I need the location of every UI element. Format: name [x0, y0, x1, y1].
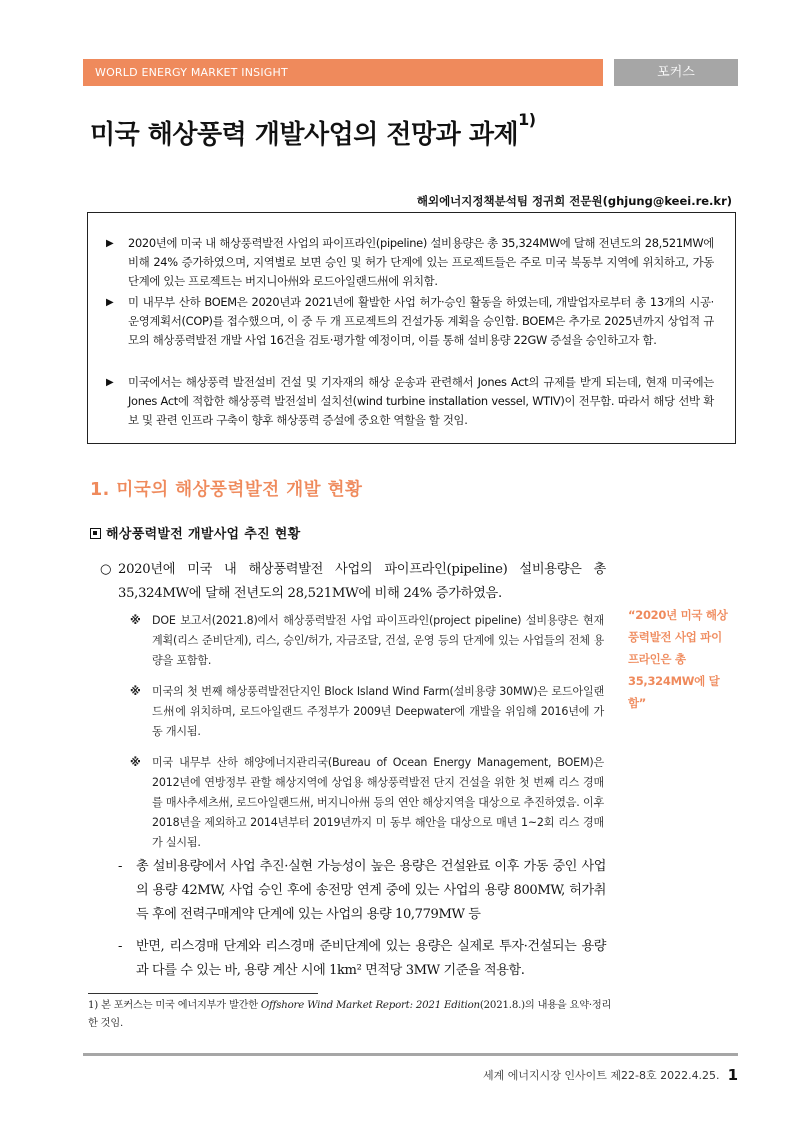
- footnote: [88, 997, 618, 1033]
- page-footer: [483, 1065, 738, 1083]
- footer-divider: [83, 1053, 738, 1056]
- footer-publication: 세계 에너지시장 인사이트 제22-8호 2022.4.25.: [482, 1069, 720, 1082]
- square-bullet-icon: [90, 528, 101, 539]
- section-title: 1. 미국의 해상풍력발전 개발 현황: [90, 480, 363, 500]
- author-line: 해외에너지정책분석팀 정귀희 전문원(ghjung@keei.re.kr): [416, 194, 732, 208]
- dash-item: [118, 855, 606, 927]
- triangle-bullet-icon: ▶: [106, 377, 114, 388]
- page-title-text: 미국 해상풍력 개발사업의 전망과 과제: [90, 120, 519, 150]
- subsection-title-text: 해상풍력발전 개발사업 추진 현황: [106, 527, 301, 542]
- footnote-divider: [88, 993, 318, 994]
- footnote-report-title: Offshore Wind Market Report: 2021 Edition: [260, 1000, 480, 1011]
- summary-item: [106, 293, 714, 350]
- summary-item: [106, 234, 714, 291]
- circle-bullet-item: [100, 558, 606, 606]
- triangle-bullet-icon: ▶: [106, 238, 114, 249]
- reference-note-text: 미국 내무부 산하 해양에너지관리국(Bureau of Ocean Energy Management, BOEM)은 2012년에 연방정부 관할 해상지역에 상업용 해상풍력발전 단지 건설을 위한 첫 번째 리스 경매를 매사추세츠州, 로드아일랜드州, 버지니아州 등의 연안 해상지역을 대상으로 추진하였음. 이후 2018년을 제외하고 2014년부터 2019년까지 미 동부 해안을 대상으로 매년 1~2회 리스 경매가 실시됨.: [152, 756, 604, 849]
- dash-item-text: 총 설비용량에서 사업 추진·실현 가능성이 높은 용량은 건설완료 이후 가동 중인 사업의 용량 42MW, 사업 승인 후에 송전망 연계 중에 있는 사업의 용량 800MW, 허가취득 후에 전력구매계약 단계에 있는 사업의 용량 10,779MW 등: [136, 859, 606, 922]
- footnote-tail: (2021.8.)의 내용을 요약·정리한 것임.: [88, 1000, 612, 1029]
- dash-item: [118, 935, 606, 983]
- header-category-label: 포커스: [657, 65, 695, 80]
- dash-bullet-icon: -: [118, 859, 123, 874]
- footnote-lead: 1) 본 포커스는 미국 에너지부가 발간한: [88, 1000, 258, 1011]
- reference-note: [130, 682, 604, 742]
- reference-note-text: 미국의 첫 번째 해상풍력발전단지인 Block Island Wind Farm(설비용량 30MW)은 로드아일랜드州에 위치하며, 로드아일랜드 주정부가 2009년 Deepwater에 개발을 위임해 2016년에 가동 개시됨.: [152, 685, 604, 738]
- circle-bullet-icon: ○: [100, 562, 112, 577]
- dash-bullet-icon: -: [118, 939, 123, 954]
- summary-item-text: 2020년에 미국 내 해상풍력발전 사업의 파이프라인(pipeline) 설비용량은 총 35,324MW에 달해 전년도의 28,521MW에 비해 24% 증가하였으며, 지역별로 보면 승인 및 허가 단계에 있는 프로젝트들은 주로 미국 북동부 지역에 위치하고, 가동단계에 있는 프로젝트는 버지니아州와 로드아일랜드州에 위치함.: [128, 236, 714, 288]
- reference-mark-icon: ※: [130, 685, 141, 698]
- circle-bullet-text: 2020년에 미국 내 해상풍력발전 사업의 파이프라인(pipeline) 설비용량은 총 35,324MW에 달해 전년도의 28,521MW에 비해 24% 증가하였음.: [118, 562, 606, 601]
- dash-item-text: 반면, 리스경매 단계와 리스경매 준비단계에 있는 용량은 실제로 투자·건설되는 용량과 다를 수 있는 바, 용량 계산 시에 1km² 면적당 3MW 기준을 적용함.: [136, 939, 606, 978]
- reference-note: [130, 611, 604, 671]
- reference-note: [130, 753, 604, 853]
- page-title: [90, 110, 536, 151]
- header-series-label: WORLD ENERGY MARKET INSIGHT: [95, 66, 288, 79]
- summary-box: [87, 212, 736, 444]
- header-series-bar: [83, 59, 603, 86]
- summary-item-text: 미국에서는 해상풍력 발전설비 건설 및 기자재의 해상 운송과 관련해서 Jones Act의 규제를 받게 되는데, 현재 미국에는 Jones Act에 적합한 해상풍력 발전설비 설치선(wind turbine installation vessel, WTIV)이 전무함. 따라서 해당 선박 확보 및 관련 인프라 구축이 향후 해상풍력 증설에 중요한 역할을 할 것임.: [128, 375, 714, 427]
- reference-mark-icon: ※: [130, 756, 141, 769]
- side-pull-quote: “2020년 미국 해상풍력발전 사업 파이프라인은 총 35,324MW에 달함”: [628, 608, 728, 710]
- triangle-bullet-icon: ▶: [106, 297, 114, 308]
- title-footnote-ref[interactable]: 1): [518, 110, 536, 129]
- page-number: 1: [727, 1066, 738, 1084]
- subsection-title: [90, 523, 301, 542]
- header-category-tag: [614, 59, 738, 86]
- reference-note-text: DOE 보고서(2021.8)에서 해상풍력발전 사업 파이프라인(project pipeline) 설비용량은 현재 계획(리스 준비단계), 리스, 승인/허가, 자금조달, 건설, 운영 등의 단계에 있는 사업들의 전체 용량을 포함함.: [152, 614, 604, 667]
- summary-item-text: 미 내무부 산하 BOEM은 2020년과 2021년에 활발한 사업 허가·승인 활동을 하였는데, 개발업자로부터 총 13개의 시공·운영계획서(COP)를 접수했으며, 이 중 두 개 프로젝트의 건설가동 계획을 승인함. BOEM은 추가로 2025년까지 상업적 규모의 해상풍력발전 개발 사업 16건을 검토·평가할 예정이며, 이를 통해 설비용량 22GW 증설을 승인하고자 함.: [128, 295, 714, 347]
- summary-item: [106, 373, 714, 430]
- reference-mark-icon: ※: [130, 614, 141, 627]
